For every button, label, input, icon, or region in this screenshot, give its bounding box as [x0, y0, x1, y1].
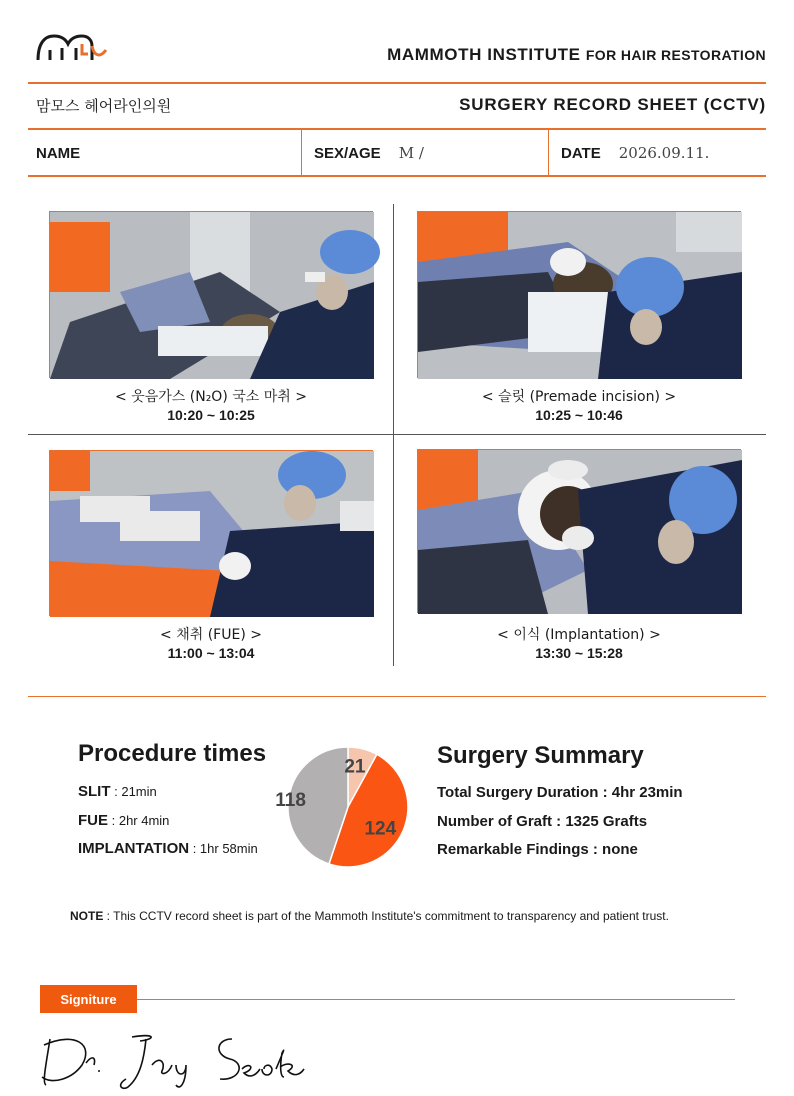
- grid-horizontal-divider: [28, 434, 766, 435]
- institute-name: MAMMOTH INSTITUTE FOR HAIR RESTORATION: [387, 45, 766, 64]
- step-time: 10:25 ~ 10:46: [535, 407, 623, 423]
- grid-vertical-divider: [393, 204, 394, 666]
- procedure-value: : 1hr 58min: [189, 841, 258, 856]
- pie-data-label: 21: [344, 756, 366, 778]
- signature-line: [137, 999, 735, 1000]
- procedure-item-fue: [78, 812, 169, 829]
- name-cell: [36, 130, 98, 176]
- mammoth-logo: [36, 30, 108, 64]
- handwritten-signature: [36, 1025, 306, 1093]
- step-title: < 채취 (FUE) >: [160, 627, 262, 643]
- date-label: DATE: [561, 144, 601, 162]
- step-time: 13:30 ~ 15:28: [535, 645, 623, 661]
- step-caption: [49, 388, 373, 424]
- name-label: NAME: [36, 144, 81, 162]
- date-value: 2026.09.11.: [618, 144, 710, 162]
- section-rule: [28, 696, 766, 697]
- header-rule-top: [28, 82, 766, 84]
- procedure-pie-chart: [275, 745, 410, 869]
- note-text: : This CCTV record sheet is part of the Mammoth Institute's commitment to transparency and patient trust.: [103, 909, 669, 923]
- cctv-photo-slit: [417, 211, 741, 378]
- procedure-item-slit: [78, 783, 157, 800]
- pie-data-label: 118: [275, 789, 306, 811]
- procedure-value: : 21min: [110, 784, 157, 799]
- procedure-item-implantation: [78, 840, 258, 857]
- procedure-title: Procedure times: [78, 740, 267, 767]
- procedure-label: IMPLANTATION: [78, 840, 190, 857]
- step-title: < 슬릿 (Premade incision) >: [481, 389, 677, 405]
- sexage-value: M /: [398, 144, 424, 162]
- cctv-photo-anesthesia: [49, 211, 373, 378]
- info-rule-bottom: [28, 175, 766, 177]
- sexage-label: SEX/AGE: [314, 144, 381, 162]
- patient-info-row: [28, 130, 766, 176]
- sheet-title: SURGERY RECORD SHEET (CCTV): [459, 95, 766, 114]
- cctv-photo-fue: [49, 450, 373, 616]
- step-time: 11:00 ~ 13:04: [167, 645, 255, 661]
- procedure-value: : 2hr 4min: [108, 813, 170, 828]
- step-title: < 웃음가스 (N₂O) 국소 마취 >: [115, 389, 307, 405]
- step-title: < 이식 (Implantation) >: [497, 627, 661, 643]
- summary-total-duration: Total Surgery Duration : 4hr 23min: [437, 784, 683, 801]
- summary-graft-count: Number of Graft : 1325 Grafts: [437, 813, 648, 830]
- procedure-label: SLIT: [78, 783, 111, 800]
- summary-findings: Remarkable Findings : none: [437, 841, 638, 858]
- signature-badge: Signiture: [40, 985, 137, 1013]
- info-divider: [301, 130, 302, 176]
- note-label: NOTE: [70, 909, 104, 923]
- step-caption: [49, 626, 373, 662]
- summary-title: Surgery Summary: [437, 742, 644, 769]
- step-caption: [417, 388, 741, 424]
- pie-data-label: 124: [364, 818, 397, 840]
- info-divider: [548, 130, 549, 176]
- transparency-note: [70, 909, 669, 923]
- step-caption: [417, 626, 741, 662]
- date-cell: [561, 130, 709, 176]
- cctv-photo-implantation: [417, 449, 741, 613]
- clinic-korean-name: 맘모스 헤어라인의원: [36, 97, 172, 115]
- procedure-label: FUE: [78, 812, 108, 829]
- step-time: 10:20 ~ 10:25: [167, 407, 255, 423]
- sexage-cell: [314, 130, 424, 176]
